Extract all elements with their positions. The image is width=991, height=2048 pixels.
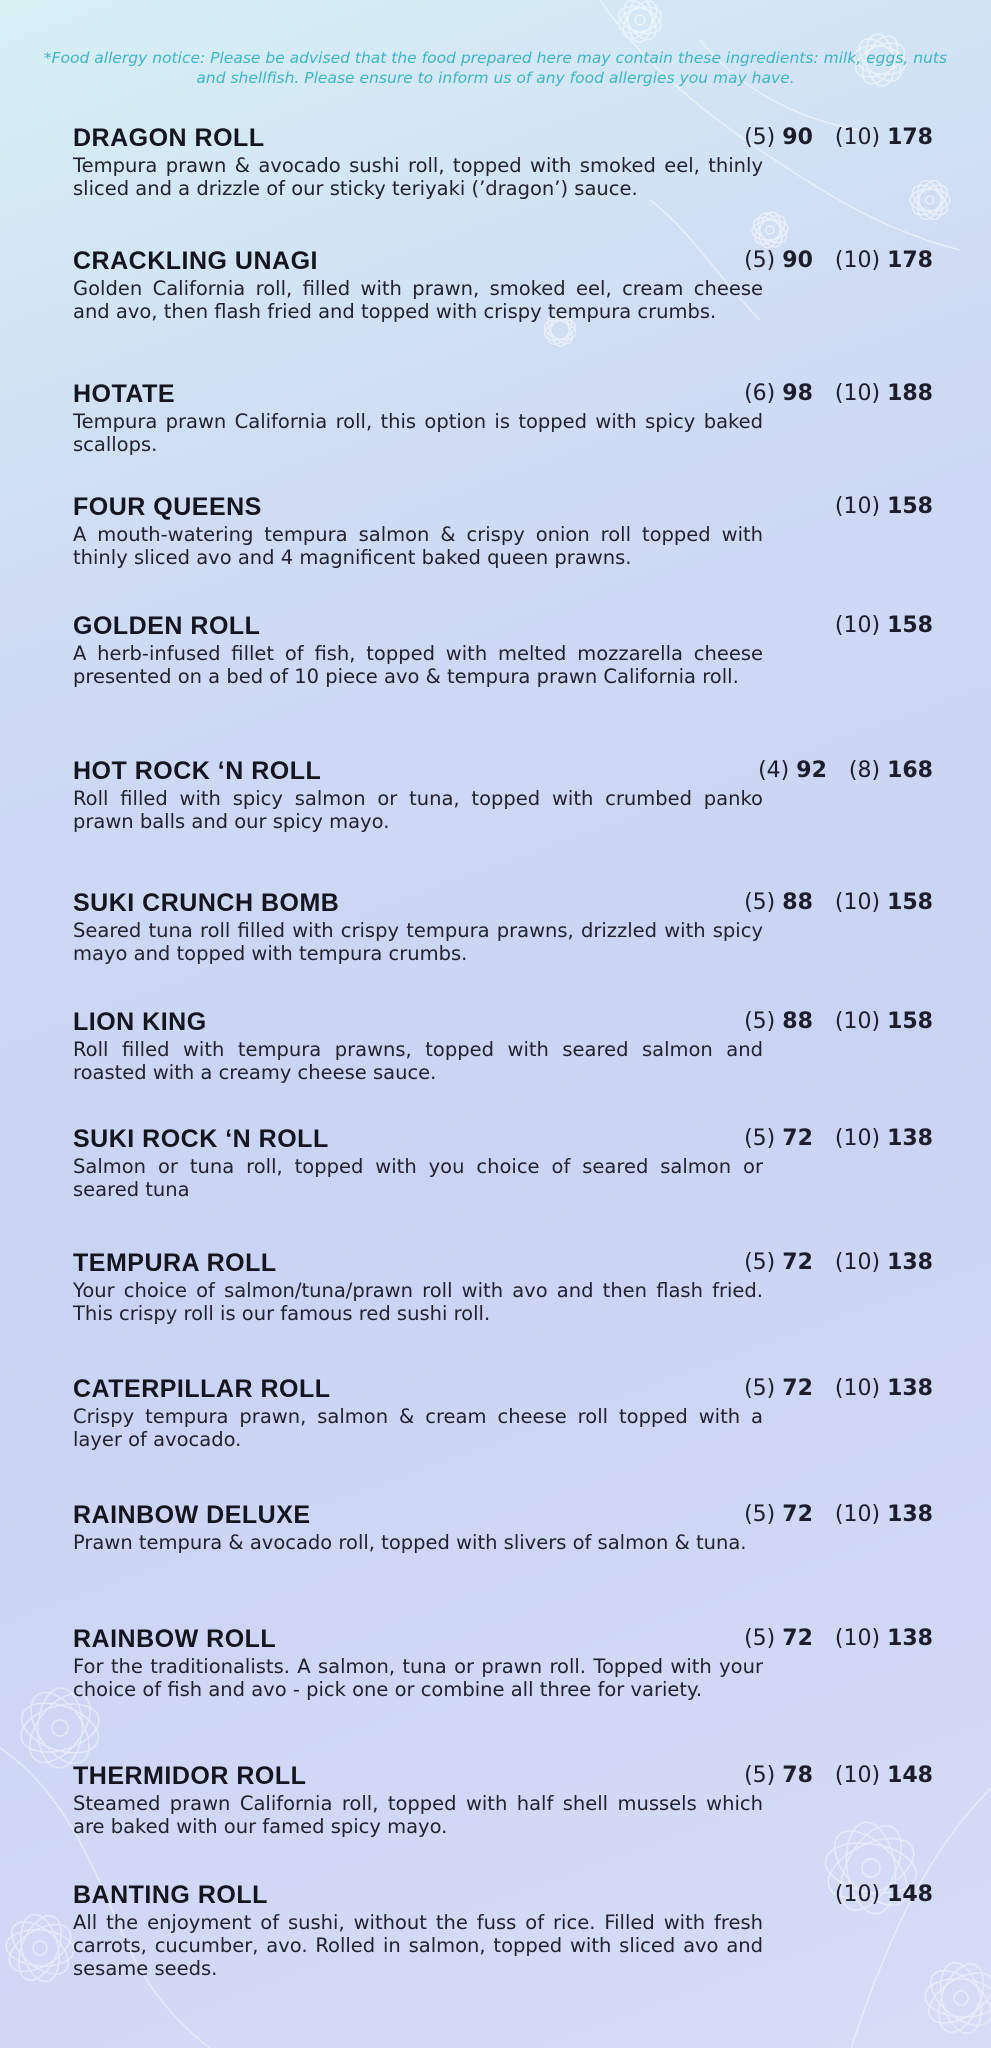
portion-count: (5) — [744, 1763, 776, 1788]
portion-count: (10) — [834, 1250, 881, 1275]
portion-count: (10) — [834, 125, 881, 150]
portion-count: (10) — [834, 1376, 881, 1401]
price-option — [849, 757, 933, 785]
portion-count: (10) — [834, 1009, 881, 1034]
menu-item-name: SUKI CRUNCH BOMB — [73, 889, 340, 917]
portion-count: (10) — [834, 1763, 881, 1788]
menu-item — [73, 247, 933, 323]
menu-item-name: DRAGON ROLL — [73, 124, 265, 152]
price-option — [835, 247, 933, 275]
menu-item-prices — [813, 612, 933, 640]
price-value: 92 — [796, 758, 827, 783]
portion-count: (10) — [834, 1126, 881, 1151]
portion-count: (5) — [744, 1009, 776, 1034]
menu-item-prices — [813, 493, 933, 521]
menu-item-name: GOLDEN ROLL — [73, 612, 261, 640]
price-option — [744, 1625, 813, 1653]
price-value: 72 — [782, 1376, 813, 1401]
menu-item — [73, 124, 933, 200]
menu-item-name: RAINBOW DELUXE — [73, 1501, 311, 1529]
portion-count: (10) — [834, 613, 881, 638]
menu-item — [73, 1125, 933, 1201]
menu-item-prices — [722, 1375, 933, 1403]
portion-count: (4) — [758, 758, 790, 783]
price-option — [835, 1881, 933, 1909]
price-option — [835, 1501, 933, 1529]
menu-item-description: Golden California roll, filled with prawn, smoked eel, cream cheese and avo, then flash fried and topped with crispy tempura crumbs. — [73, 277, 763, 323]
menu-item — [73, 612, 933, 688]
price-option — [835, 889, 933, 917]
price-value: 138 — [887, 1250, 933, 1275]
price-option — [835, 1125, 933, 1153]
price-value: 78 — [782, 1763, 813, 1788]
allergy-notice: *Food allergy notice: Please be advised that the food prepared here may contain these ingredients: milk, eggs, nuts and shellfish. Please ensure to inform us of any food allergies you may have. — [43, 49, 948, 87]
portion-count: (6) — [744, 381, 776, 406]
price-value: 138 — [887, 1376, 933, 1401]
price-option — [835, 612, 933, 640]
portion-count: (5) — [744, 125, 776, 150]
price-option — [835, 380, 933, 408]
price-option — [835, 124, 933, 152]
menu-item-description: Steamed prawn California roll, topped with half shell mussels which are baked with our famed spicy mayo. — [73, 1792, 763, 1838]
menu-item-description: Roll filled with tempura prawns, topped with seared salmon and roasted with a creamy cheese sauce. — [73, 1038, 763, 1084]
portion-count: (5) — [744, 1376, 776, 1401]
menu-item-name: CATERPILLAR ROLL — [73, 1375, 331, 1403]
menu-item — [73, 1501, 933, 1554]
price-value: 158 — [887, 494, 933, 519]
price-option — [835, 1008, 933, 1036]
price-value: 72 — [782, 1250, 813, 1275]
menu-item-description: Your choice of salmon/tuna/prawn roll with avo and then flash fried. This crispy roll is our famous red sushi roll. — [73, 1279, 763, 1325]
menu-item-description: Seared tuna roll filled with crispy tempura prawns, drizzled with spicy mayo and topped with tempura crumbs. — [73, 919, 763, 965]
portion-count: (5) — [744, 248, 776, 273]
price-value: 90 — [782, 248, 813, 273]
price-value: 148 — [887, 1763, 933, 1788]
price-value: 158 — [887, 890, 933, 915]
price-option — [744, 380, 813, 408]
menu-item-name: BANTING ROLL — [73, 1881, 268, 1909]
menu-item — [73, 889, 933, 965]
menu-item — [73, 757, 933, 833]
menu-item-description: For the traditionalists. A salmon, tuna or prawn roll. Topped with your choice of fish and avo - pick one or combine all three for variety. — [73, 1655, 763, 1701]
price-option — [835, 1762, 933, 1790]
price-option — [744, 124, 813, 152]
portion-count: (5) — [744, 890, 776, 915]
menu-item — [73, 380, 933, 456]
price-option — [835, 1625, 933, 1653]
price-option — [835, 1249, 933, 1277]
price-value: 138 — [887, 1502, 933, 1527]
portion-count: (10) — [834, 1626, 881, 1651]
price-option — [744, 1762, 813, 1790]
portion-count: (10) — [834, 494, 881, 519]
menu-item-prices — [722, 1501, 933, 1529]
menu-item-description: All the enjoyment of sushi, without the fuss of rice. Filled with fresh carrots, cucumber, avo. Rolled in salmon, topped with sliced avo and sesame seeds. — [73, 1911, 763, 1980]
price-value: 72 — [782, 1126, 813, 1151]
price-value: 178 — [887, 125, 933, 150]
menu-item-prices — [722, 1762, 933, 1790]
menu-item-prices — [722, 1125, 933, 1153]
price-value: 138 — [887, 1126, 933, 1151]
portion-count: (5) — [744, 1502, 776, 1527]
portion-count: (8) — [848, 758, 881, 783]
price-value: 168 — [887, 758, 933, 783]
price-value: 188 — [887, 381, 933, 406]
menu-item-prices — [722, 889, 933, 917]
menu-item — [73, 1625, 933, 1701]
menu-item-name: SUKI ROCK ‘N ROLL — [73, 1125, 329, 1153]
menu-item-name: FOUR QUEENS — [73, 493, 262, 521]
menu-item-description: Crispy tempura prawn, salmon & cream cheese roll topped with a layer of avocado. — [73, 1405, 763, 1451]
menu-item-prices — [722, 380, 933, 408]
menu-item — [73, 1249, 933, 1325]
menu-item-name: LION KING — [73, 1008, 207, 1036]
price-value: 72 — [782, 1502, 813, 1527]
menu-item-prices — [722, 1008, 933, 1036]
menu-item-description: Tempura prawn California roll, this option is topped with spicy baked scallops. — [73, 410, 763, 456]
menu-item-name: HOTATE — [73, 380, 176, 408]
price-value: 158 — [887, 1009, 933, 1034]
menu-item-prices — [722, 1249, 933, 1277]
menu-item-name: CRACKLING UNAGI — [73, 247, 318, 275]
portion-count: (5) — [744, 1126, 776, 1151]
price-option — [744, 1008, 813, 1036]
menu-item — [73, 1008, 933, 1084]
menu-item-description: Roll filled with spicy salmon or tuna, topped with crumbed panko prawn balls and our spicy mayo. — [73, 787, 763, 833]
menu-item-prices — [813, 1881, 933, 1909]
price-option — [744, 1375, 813, 1403]
portion-count: (10) — [834, 381, 881, 406]
menu-item-description: A mouth-watering tempura salmon & crispy onion roll topped with thinly sliced avo and 4 magnificent baked queen prawns. — [73, 523, 763, 569]
price-option — [744, 247, 813, 275]
price-option — [744, 1501, 813, 1529]
price-value: 178 — [887, 248, 933, 273]
menu-item-prices — [722, 1625, 933, 1653]
menu-item — [73, 1375, 933, 1451]
price-value: 72 — [782, 1626, 813, 1651]
portion-count: (10) — [834, 1882, 881, 1907]
portion-count: (10) — [834, 1502, 881, 1527]
menu-item-prices — [722, 247, 933, 275]
menu-item-description: Tempura prawn & avocado sushi roll, topped with smoked eel, thinly sliced and a drizzle of our sticky teriyaki (’dragon’) sauce. — [73, 154, 763, 200]
menu-item-description: Prawn tempura & avocado roll, topped with slivers of salmon & tuna. — [73, 1531, 747, 1554]
price-value: 88 — [782, 890, 813, 915]
menu-item-description: Salmon or tuna roll, topped with you choice of seared salmon or seared tuna — [73, 1155, 763, 1201]
price-option — [758, 757, 827, 785]
portion-count: (5) — [744, 1626, 776, 1651]
menu-item-name: THERMIDOR ROLL — [73, 1762, 307, 1790]
price-option — [835, 1375, 933, 1403]
menu-item-name: RAINBOW ROLL — [73, 1625, 277, 1653]
menu-item-name: TEMPURA ROLL — [73, 1249, 277, 1277]
price-option — [744, 1125, 813, 1153]
menu-item-prices — [722, 124, 933, 152]
menu-item-prices — [736, 757, 933, 785]
price-value: 98 — [782, 381, 813, 406]
menu-item — [73, 1881, 933, 1980]
menu-item — [73, 493, 933, 569]
price-option — [744, 889, 813, 917]
price-value: 88 — [782, 1009, 813, 1034]
price-value: 158 — [887, 613, 933, 638]
price-option — [835, 493, 933, 521]
portion-count: (10) — [834, 890, 881, 915]
menu-item-description: A herb-infused fillet of fish, topped with melted mozzarella cheese presented on a bed of 10 piece avo & tempura prawn California roll. — [73, 642, 763, 688]
menu-item-name: HOT ROCK ‘N ROLL — [73, 757, 322, 785]
menu-item — [73, 1762, 933, 1838]
price-value: 148 — [887, 1882, 933, 1907]
price-value: 138 — [887, 1626, 933, 1651]
portion-count: (5) — [744, 1250, 776, 1275]
price-option — [744, 1249, 813, 1277]
price-value: 90 — [782, 125, 813, 150]
portion-count: (10) — [834, 248, 881, 273]
